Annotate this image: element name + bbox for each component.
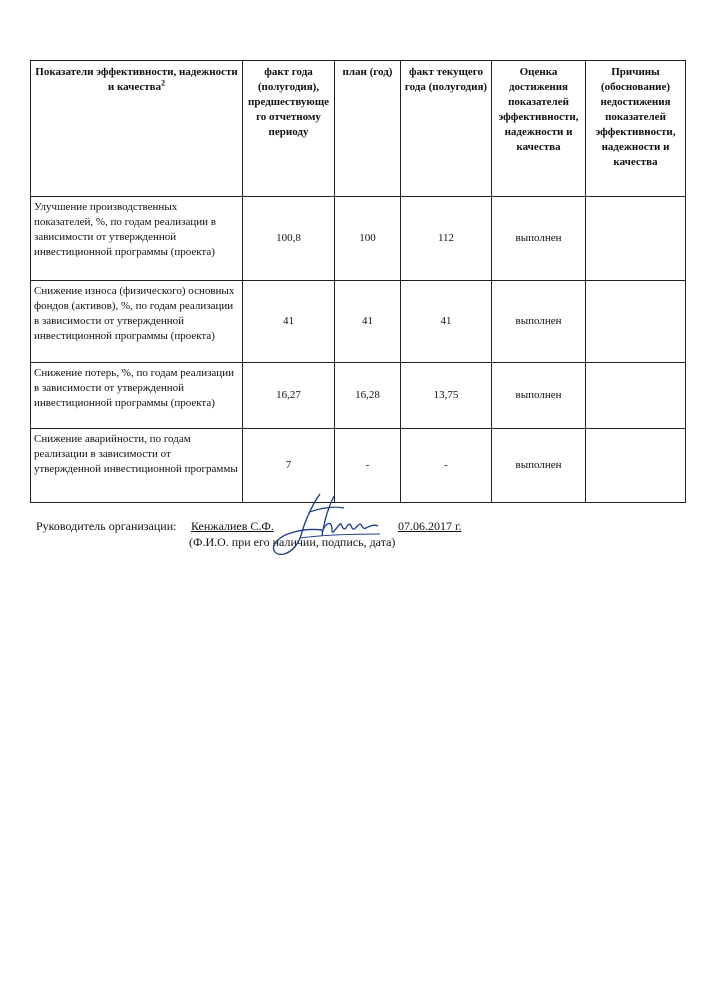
performance-table: [30, 60, 686, 503]
row-assessment: выполнен: [492, 197, 586, 281]
header-indicator: Показатели эффективности, надежности и качества$^2$: [31, 61, 243, 197]
row-prev-fact: 41: [243, 281, 335, 363]
row-indicator: Снижение износа (физического) основных фондов (активов), %, по годам реализации в зависимости от утвержденной инвестиционной программы (проекта): [31, 281, 243, 363]
row-reason: [586, 363, 686, 429]
table-header-row: [31, 61, 686, 197]
header-plan: план (год): [335, 61, 401, 197]
header-assessment: Оценка достижения показателей эффективности, надежности и качества: [492, 61, 586, 197]
row-plan: 100: [335, 197, 401, 281]
handwritten-signature: [262, 488, 382, 560]
row-prev-fact: 100,8: [243, 197, 335, 281]
header-current-fact: факт текущего года (полугодия): [401, 61, 492, 197]
row-current-fact: 13,75: [401, 363, 492, 429]
signature-hint: (Ф.И.О. при его наличии, подпись, дата): [189, 535, 396, 549]
row-reason: [586, 281, 686, 363]
row-indicator: Снижение потерь, %, по годам реализации в зависимости от утвержденной инвестиционной программы (проекта): [31, 363, 243, 429]
table-row: [31, 197, 686, 281]
row-reason: [586, 429, 686, 503]
row-indicator: Снижение аварийности, по годам реализации в зависимости от утвержденной инвестиционной программы: [31, 429, 243, 503]
row-assessment: выполнен: [492, 429, 586, 503]
row-current-fact: 41: [401, 281, 492, 363]
row-reason: [586, 197, 686, 281]
row-prev-fact: 7: [243, 429, 335, 503]
header-prev-fact: факт года (полугодия), предшествующе го отчетному периоду: [243, 61, 335, 197]
row-assessment: выполнен: [492, 281, 586, 363]
signature-date: 07.06.2017 г.: [398, 519, 462, 533]
table-row: [31, 281, 686, 363]
row-current-fact: -: [401, 429, 492, 503]
row-assessment: выполнен: [492, 363, 586, 429]
row-indicator: Улучшение производственных показателей, %, по годам реализации в зависимости от утвержденной инвестиционной программы (проекта): [31, 197, 243, 281]
row-prev-fact: 16,27: [243, 363, 335, 429]
row-plan: 41: [335, 281, 401, 363]
row-current-fact: 112: [401, 197, 492, 281]
signer-role-label: Руководитель организации:: [36, 519, 177, 533]
table-row: [31, 363, 686, 429]
row-plan: 16,28: [335, 363, 401, 429]
signer-name: Кенжалиев С.Ф.: [191, 519, 274, 533]
row-plan: -: [335, 429, 401, 503]
header-reason: Причины (обоснование) недостижения показателей эффективности, надежности и качества: [586, 61, 686, 197]
